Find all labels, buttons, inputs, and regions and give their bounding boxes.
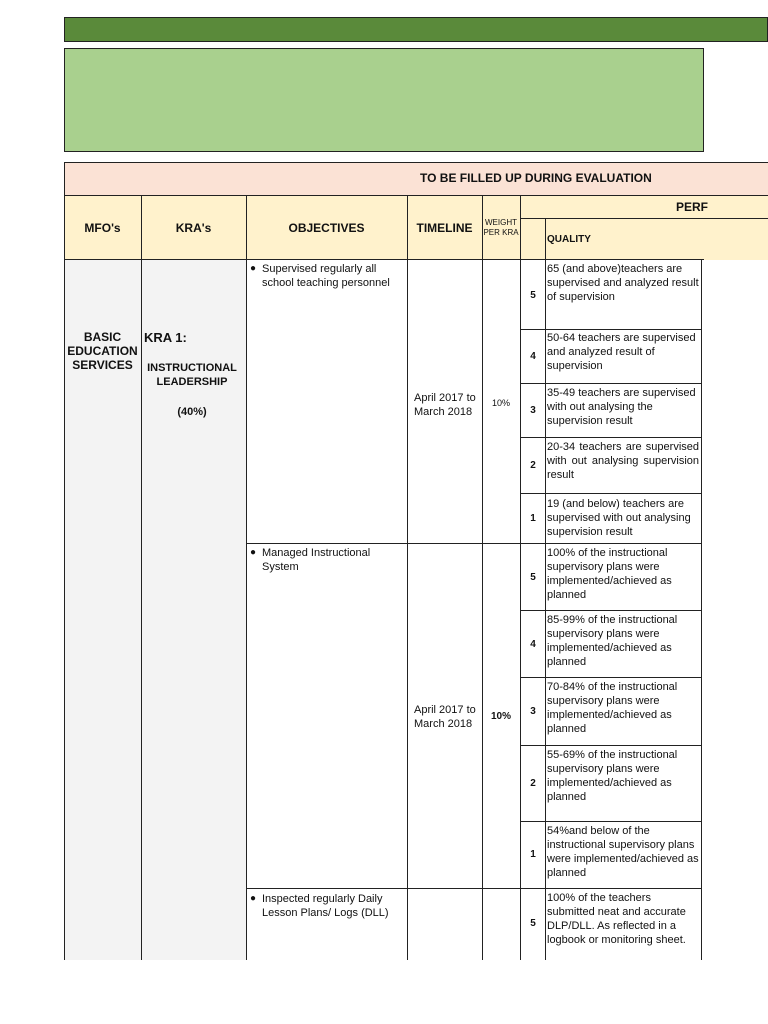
rating-description: 35-49 teachers are supervised with out analysing the supervision result	[547, 387, 696, 427]
rating-score: 1	[530, 513, 536, 524]
section-title: TO BE FILLED UP DURING EVALUATION	[420, 171, 652, 185]
header-quality: QUALITY	[547, 234, 591, 245]
bullet-icon: ●	[250, 893, 257, 904]
table-border	[520, 437, 702, 438]
table-border	[520, 329, 702, 330]
timeline-text: April 2017 to March 2018	[414, 704, 476, 730]
bullet-icon: ●	[250, 263, 257, 274]
table-border	[520, 493, 702, 494]
bullet-icon: ●	[250, 547, 257, 558]
objective-text: Supervised regularly all school teaching personnel	[262, 263, 390, 289]
rating-description: 100% of the instructional supervisory plans were implemented/achieved as planned	[547, 547, 672, 601]
rating-description: 55-69% of the instructional supervisory plans were implemented/achieved as planned	[547, 749, 678, 803]
rating-score: 5	[530, 571, 536, 583]
table-border	[64, 259, 704, 260]
header-bar-light	[64, 48, 704, 152]
kra-percent: (40%)	[177, 406, 207, 418]
rating-description: 100% of the teachers submitted neat and accurate DLP/DLL. As reflected in a logbook or monitoring sheet.	[547, 892, 686, 946]
table-border	[407, 195, 408, 960]
table-border	[520, 610, 702, 611]
table-border	[246, 888, 702, 889]
rating-description: 54%and below of the instructional supervisory plans were implemented/achieved as planned	[547, 825, 699, 879]
rating-description: 65 (and above)teachers are supervised and analyzed result of supervision	[547, 263, 699, 303]
rating-score: 1	[530, 849, 536, 860]
header-objectives: OBJECTIVES	[288, 221, 365, 235]
kra-title: KRA 1:	[144, 330, 187, 345]
rating-score: 3	[530, 706, 536, 717]
table-border	[520, 821, 702, 822]
rating-score: 5	[530, 289, 536, 301]
kra-name: INSTRUCTIONAL LEADERSHIP	[147, 362, 237, 388]
table-border	[482, 195, 483, 960]
header-mfo: MFO's	[84, 221, 121, 235]
rating-description: 50-64 teachers are supervised and analyzed result of supervision	[547, 332, 696, 372]
table-border	[64, 162, 65, 960]
table-border	[246, 195, 247, 960]
table-border	[141, 195, 142, 960]
objective-item	[250, 546, 408, 574]
table-border	[246, 543, 702, 544]
weight-text: 10%	[490, 710, 511, 722]
timeline-text: April 2017 to March 2018	[414, 392, 476, 418]
table-border	[64, 195, 768, 196]
mfo-text: BASIC EDUCATION SERVICES	[67, 330, 138, 372]
table-border	[64, 162, 768, 163]
rating-description: 20-34 teachers are supervised with out analysing supervision result	[547, 441, 699, 481]
header-kra: KRA's	[175, 221, 212, 235]
rating-description: 70-84% of the instructional supervisory plans were implemented/achieved as planned	[547, 681, 678, 735]
table-border	[520, 383, 702, 384]
objective-item	[250, 892, 405, 920]
table-border	[521, 218, 768, 219]
rating-score: 5	[530, 918, 536, 929]
header-weight: WEIGHT PER KRA	[483, 218, 519, 237]
header-timeline: TIMELINE	[416, 221, 473, 235]
weight-text: 10%	[491, 398, 510, 408]
rating-score: 2	[530, 460, 536, 471]
header-bar-dark	[64, 17, 768, 42]
table-border	[520, 677, 702, 678]
rating-score: 4	[530, 638, 536, 650]
objective-text: Inspected regularly Daily Lesson Plans/ Logs (DLL)	[262, 893, 389, 919]
rating-description: 85-99% of the instructional supervisory plans were implemented/achieved as planned	[547, 614, 678, 668]
table-border	[520, 745, 702, 746]
table-border	[520, 195, 521, 960]
rating-description: 19 (and below) teachers are supervised with out analysing supervision result	[547, 498, 691, 538]
rating-score: 4	[530, 351, 536, 362]
header-perf: PERF	[676, 200, 709, 214]
objective-item	[250, 262, 405, 290]
objective-text: Managed Instructional System	[262, 547, 371, 573]
rating-score: 2	[530, 778, 536, 789]
rating-score: 3	[530, 405, 536, 416]
